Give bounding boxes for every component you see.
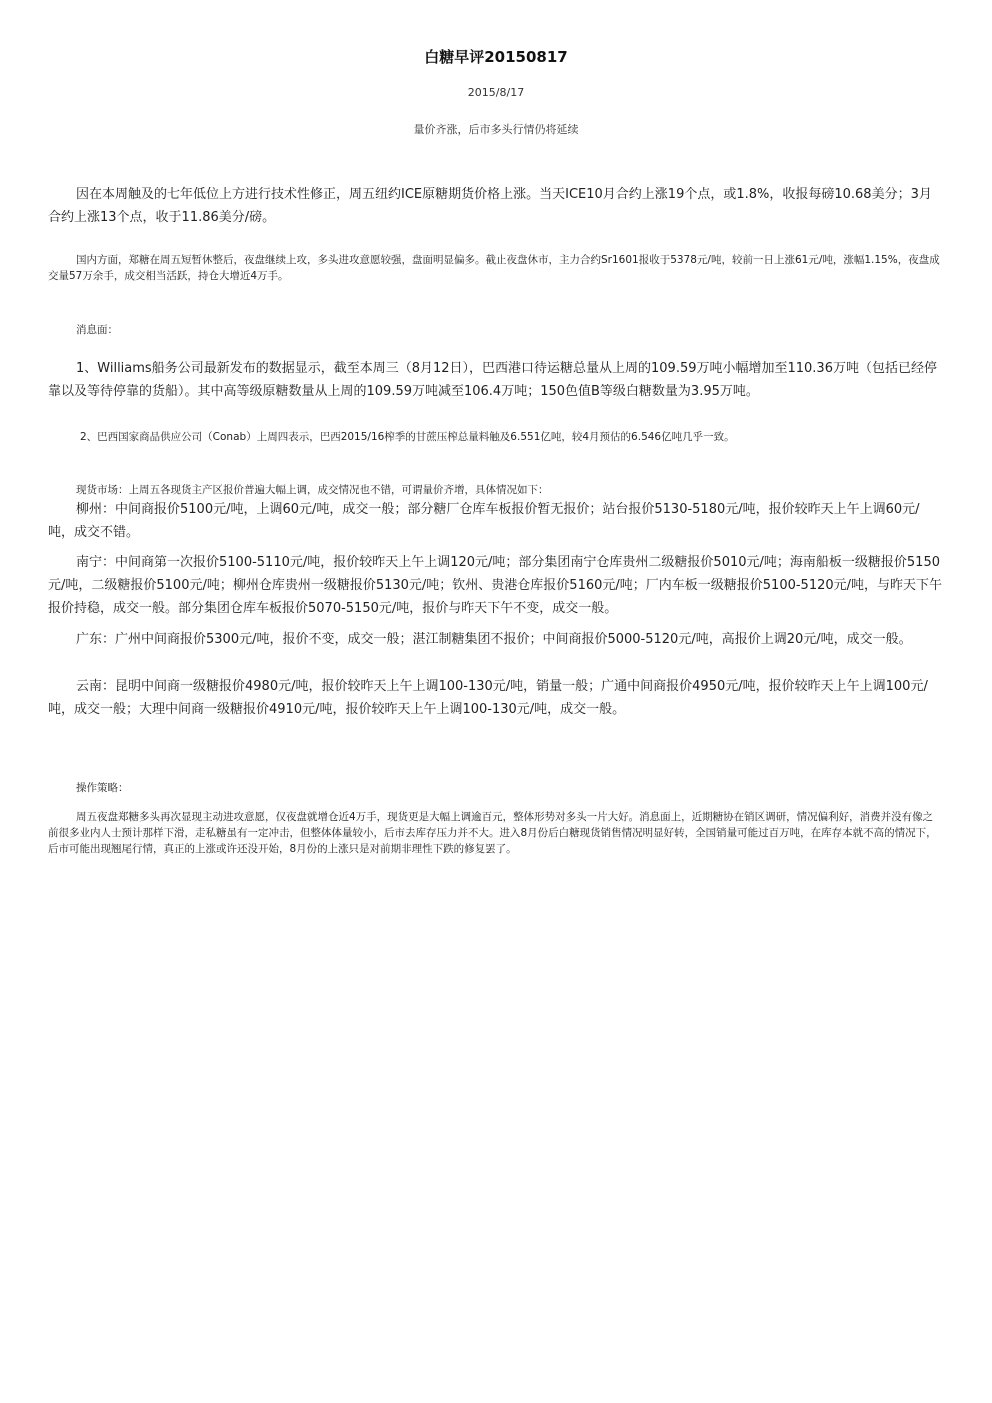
document-title: 白糖早评20150817 bbox=[424, 48, 568, 66]
spot-market-label: 现货市场：上周五各现货主产区报价普遍大幅上调，成交情况也不错，可谓量价齐增，具体情况如下： bbox=[76, 484, 549, 496]
spot-guangdong: 广东：广州中间商报价5300元/吨，报价不变，成交一般；湛江制糖集团不报价；中间商报价5000-5120元/吨，高报价上调20元/吨，成交一般。 bbox=[76, 632, 912, 647]
spot-nanning: 南宁：中间商第一次报价5100-5110元/吨，报价较昨天上午上调120元/吨；部分集团南宁仓库贵州二级糖报价5010元/吨；海南船板一级糖报价5150元/吨，二级糖报价5100元/吨；柳州仓库贵州一级糖报价5130元/吨；钦州、贵港仓库报价5160元/吨；厂内车板一级糖报价5100-5120元/吨，与昨天下午报价持稳，成交一般。部分集团仓库车板报价5070-5150元/吨，报价与昨天下午不变，成交一般。 bbox=[48, 555, 943, 616]
spot-liuzhou: 柳州：中间商报价5100元/吨，上调60元/吨，成交一般；部分糖厂仓库车板报价暂无报价；站台报价5130-5180元/吨，报价较昨天上午上调60元/吨，成交不错。 bbox=[48, 502, 920, 540]
domestic-paragraph: 国内方面，郑糖在周五短暂休整后，夜盘继续上攻，多头进攻意愿较强，盘面明显偏多。截止夜盘休市，主力合约Sr1601报收于5378元/吨，较前一日上涨61元/吨，涨幅1.15%，夜盘成交量57万余手，成交相当活跃，持仓大增近4万手。 bbox=[48, 254, 940, 282]
intro-paragraph: 因在本周触及的七年低位上方进行技术性修正，周五纽约ICE原糖期货价格上涨。当天ICE10月合约上涨19个点，或1.8%，收报每磅10.68美分；3月合约上涨13个点，收于11.86美分/磅。 bbox=[48, 187, 932, 225]
strategy-paragraph: 周五夜盘郑糖多头再次显现主动进攻意愿，仅夜盘就增仓近4万手，现货更是大幅上调逾百元，整体形势对多头一片大好。消息面上，近期糖协在销区调研，情况偏利好，消费并没有像之前很多业内人士预计那样下滑，走私糖虽有一定冲击，但整体体量较小，后市去库存压力并不大。进入8月份后白糖现货销售情况明显好转，全国销量可能过百万吨，在库存本就不高的情况下，后市可能出现翘尾行情，真正的上涨或许还没开始，8月份的上涨只是对前期非理性下跌的修复罢了。 bbox=[48, 811, 937, 855]
news-item-1: 1、Williams船务公司最新发布的数据显示，截至本周三（8月12日），巴西港口待运糖总量从上周的109.59万吨小幅增加至110.36万吨（包括已经停靠以及等待停靠的货船）。其中高等级原糖数量从上周的109.59万吨减至106.4万吨；150色值B等级白糖数量为3.95万吨。 bbox=[48, 361, 937, 399]
document-date: 2015/8/17 bbox=[467, 86, 525, 99]
news-item-2: 2、巴西国家商品供应公司（Conab）上周四表示，巴西2015/16榨季的甘蔗压榨总量料触及6.551亿吨，较4月预估的6.546亿吨几乎一致。 bbox=[80, 431, 735, 443]
document-subtitle: 量价齐涨，后市多头行情仍将延续 bbox=[413, 123, 579, 136]
spot-yunnan: 云南：昆明中间商一级糖报价4980元/吨，报价较昨天上午上调100-130元/吨，销量一般；广通中间商报价4950元/吨，报价较昨天上午上调100元/吨，成交一般；大理中间商一级糖报价4910元/吨，报价较昨天上午上调100-130元/吨，成交一般。 bbox=[48, 679, 928, 717]
strategy-label: 操作策略： bbox=[76, 782, 129, 794]
news-label: 消息面： bbox=[76, 324, 118, 336]
